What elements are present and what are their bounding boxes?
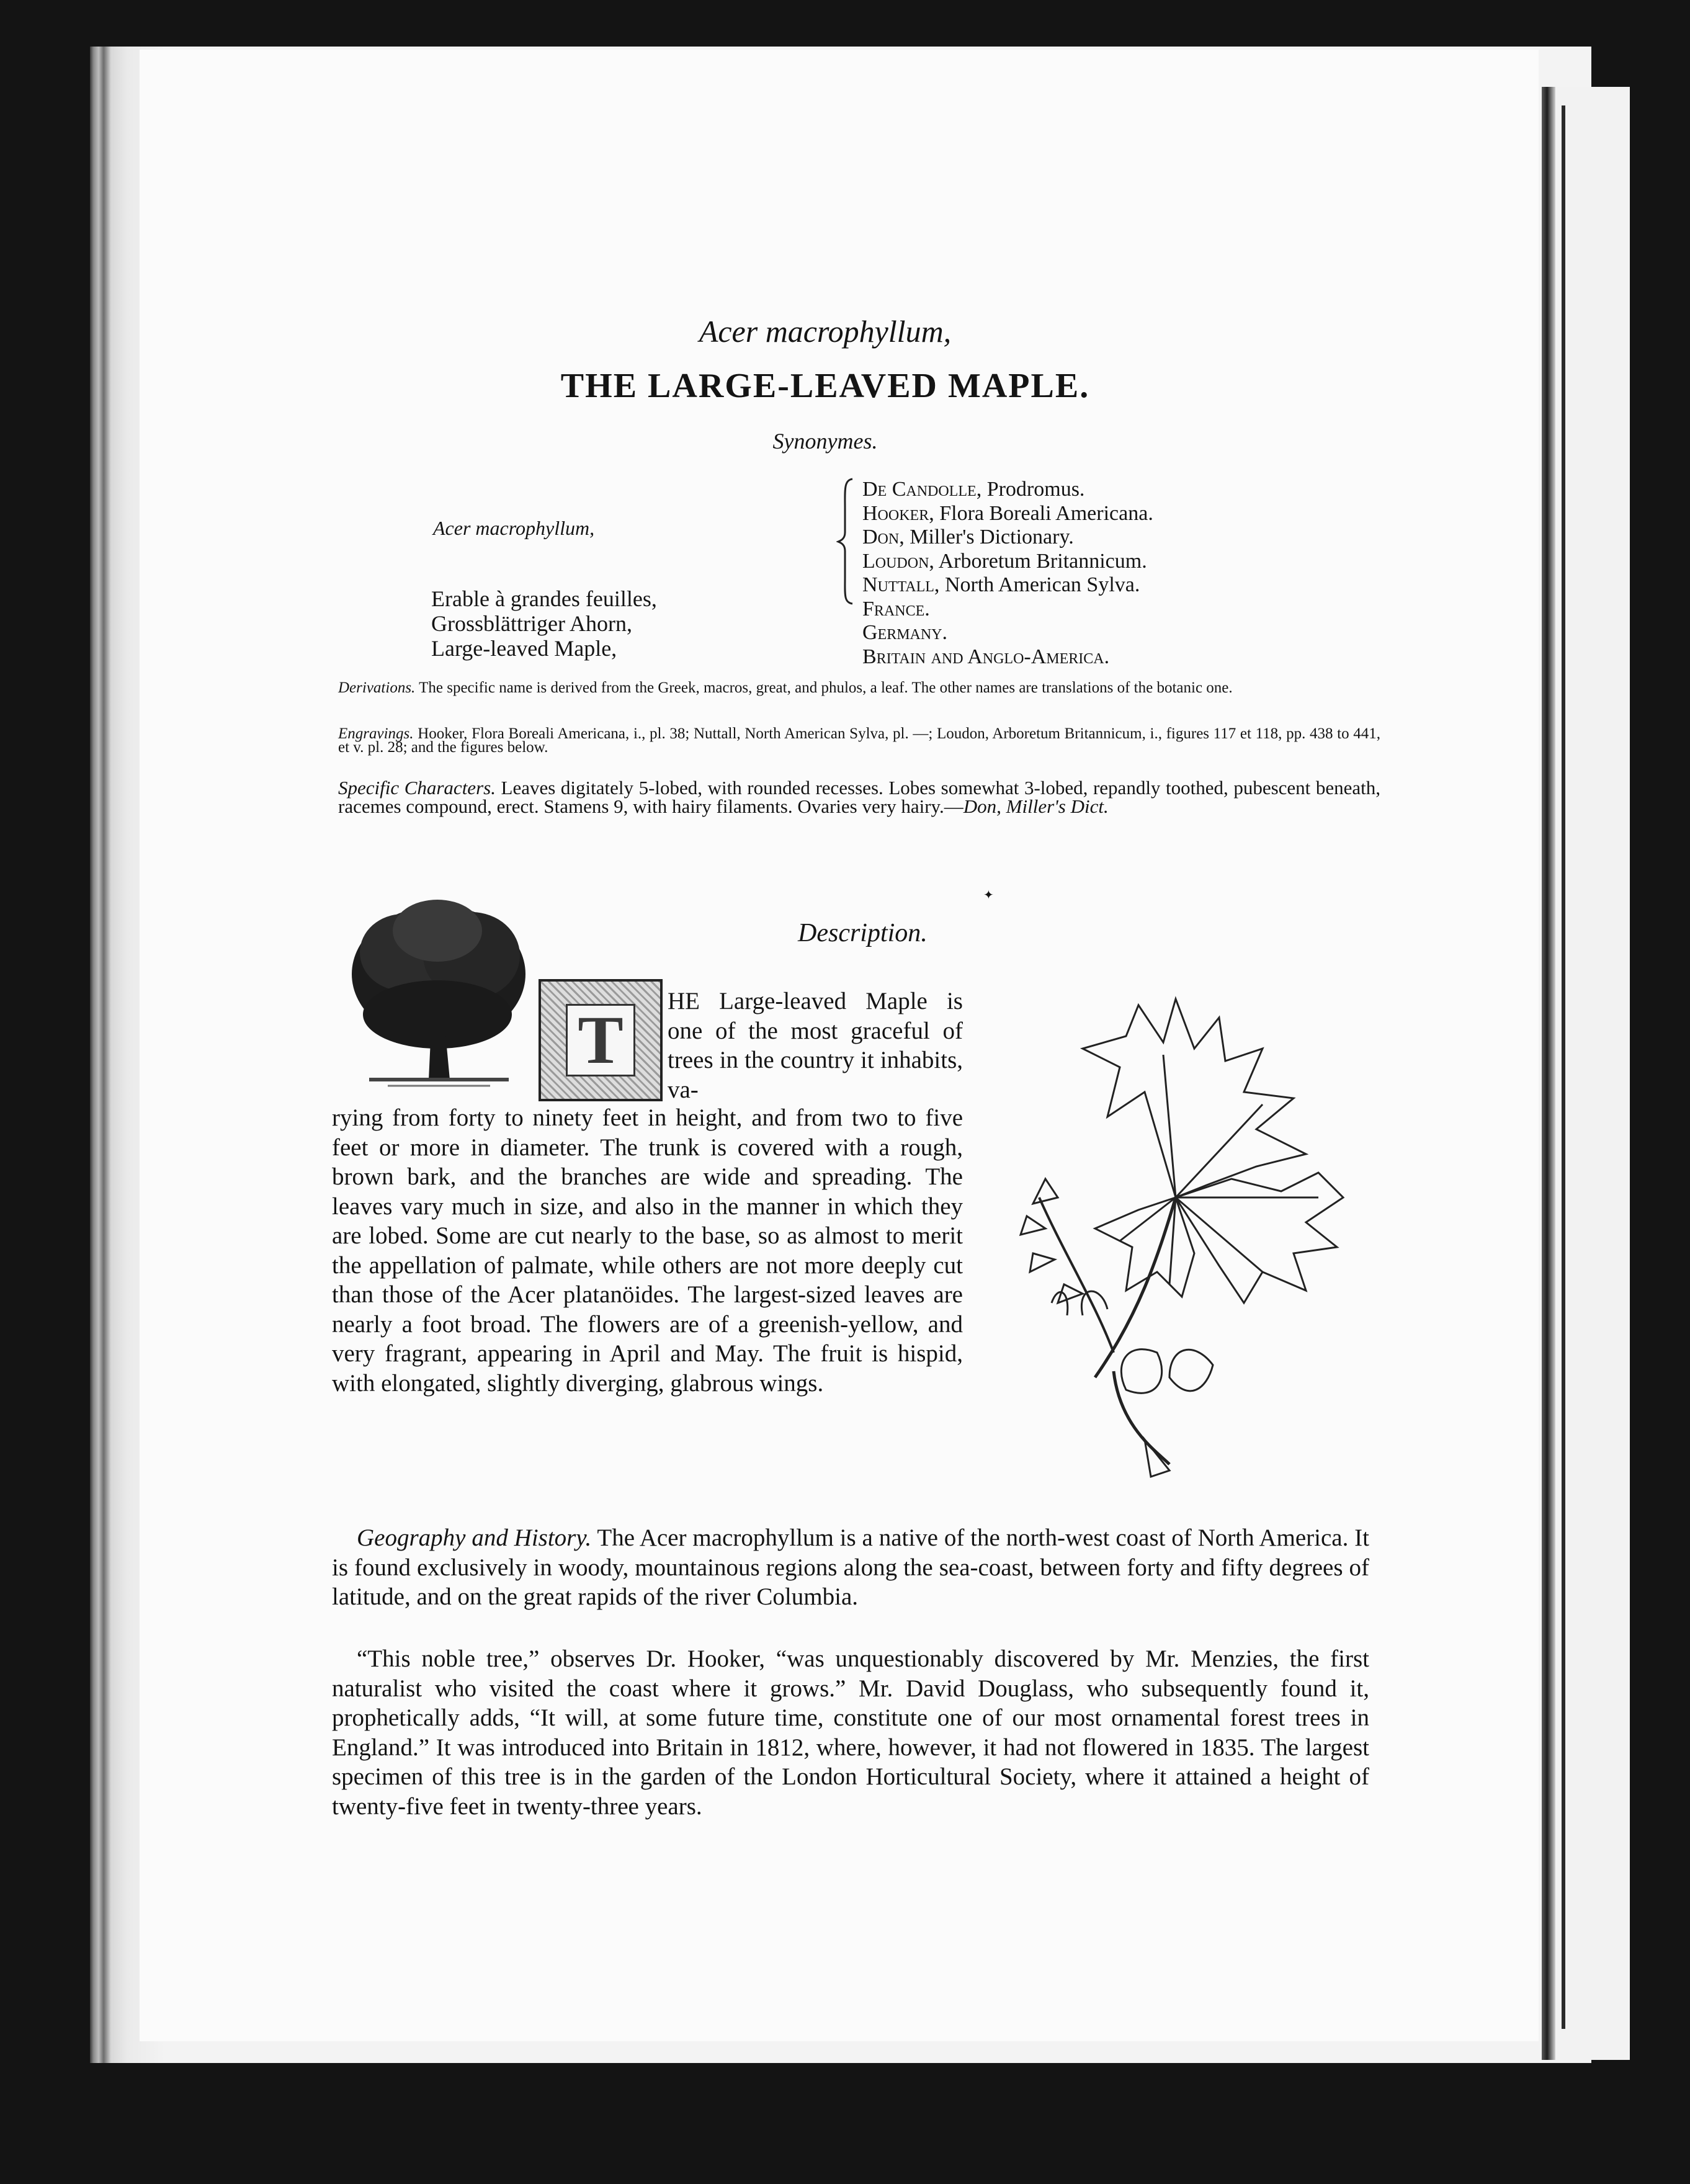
facing-page-edge	[1555, 87, 1630, 2060]
engravings-text: Hooker, Flora Boreali Americana, i., pl. 38; Nuttall, North American Sylva, pl. —; Loudon, Arboretum Britannicum, i., figures 117 et 118, pp. 438 to 441, et v. pl. 28; and the figures below.	[338, 725, 1381, 756]
authority-row: Hooker, Flora Boreali Americana.	[862, 501, 1153, 525]
synonym-vernacular-list	[431, 586, 657, 661]
authority-row: De Candolle, Prodromus.	[862, 478, 1085, 501]
specific-characters-paragraph	[338, 779, 1380, 816]
description-first-lines: HE Large-leaved Maple is one of the most graceful of trees in the country it inhabits, va-	[668, 988, 963, 1103]
engravings-paragraph	[338, 727, 1380, 754]
authority-row: Loudon, Arboretum Britannicum.	[862, 549, 1147, 573]
geography-paragraph	[332, 1523, 1369, 1612]
geography-text: The Acer macrophyllum is a native of the north-west coast of North America. It is found exclusively in woody, mountainous regions along the sea-coast, between forty and fifty degrees of latitude, and on the great rapids of the river Columbia.	[332, 1524, 1370, 1610]
synonymes-heading: Synonymes.	[772, 429, 878, 454]
description-heading: Description.	[798, 919, 928, 947]
title-latin: Acer macrophyllum,	[699, 314, 952, 349]
tree-illustration-icon	[344, 893, 534, 1098]
synonym-latin: Acer macrophyllum,	[433, 517, 595, 539]
engravings-label: Engravings.	[338, 725, 414, 742]
description-body: rying from forty to ninety feet in height, and from two to five feet or more in diameter. The trunk is covered with a rough, brown bark, and the branches are wide and spreading. The leaves vary much in size, and also in the manner in which they are lobed. Some are cut nearly to the base, so as almost to merit the appellation of palmate, while others are not more deeply cut than those of the Acer platanöides. The largest-sized leaves are nearly a foot broad. The flowers are of a greenish-yellow, and very fragrant, appearing in April and May. The fruit is hispid, with elongated, slightly diverging, glabrous wings.	[332, 1104, 963, 1397]
book-gutter	[1542, 87, 1555, 2060]
authority-row: Nuttall, North American Sylva.	[862, 573, 1140, 596]
derivations-paragraph	[338, 681, 1380, 695]
brace-icon	[836, 478, 855, 605]
geography-label: Geography and History.	[357, 1524, 592, 1551]
country-britain: Britain and Anglo-America.	[862, 645, 1110, 668]
specific-characters-text: Leaves digitately 5-lobed, with rounded recesses. Lobes somewhat 3-lobed, repandly toothed, pubescent beneath, racemes compound, erect. Stamens 9, with hairy filaments. Ovaries very hairy.—	[338, 777, 1380, 817]
dropcap-ornament	[539, 979, 663, 1101]
print-mark: ✦	[983, 888, 994, 902]
country-germany: Germany.	[862, 621, 948, 644]
specific-characters-source: Don, Miller's Dict.	[963, 795, 1109, 817]
synonym-vernacular-french: Erable à grandes feuilles,	[431, 586, 657, 611]
page-title: THE LARGE-LEAVED MAPLE.	[560, 367, 1090, 405]
synonym-vernacular-english: Large-leaved Maple,	[431, 636, 617, 661]
history-paragraph: “This noble tree,” observes Dr. Hooker, “was unquestionably discovered by Mr. Menzies, the first naturalist who visited the coast where it grows.” Mr. David Douglass, who subsequently found it, prophetically adds, “It will, at some future time, constitute one of our most ornamental forest trees in England.” It was introduced into Britain in 1812, where, however, it had not flowered in 1835. The largest specimen of this tree is in the garden of the London Horticultural Society, where it attained a height of twenty-five feet in twenty-three years.	[332, 1645, 1369, 1820]
authority-row: Don, Miller's Dictionary.	[862, 526, 1074, 548]
synonym-vernacular-german: Grossblättriger Ahorn,	[431, 611, 632, 636]
dropcap-letter: T	[566, 1004, 635, 1076]
derivations-text: The specific name is derived from the Greek, macros, great, and phulos, a leaf. The other names are translations of the botanic one.	[419, 679, 1233, 696]
derivations-label: Derivations.	[338, 679, 416, 696]
synonym-authorities	[862, 478, 1153, 669]
country-france: France.	[862, 597, 930, 620]
specific-characters-label: Specific Characters.	[338, 777, 496, 799]
maple-leaf-illustration-icon	[971, 993, 1374, 1502]
